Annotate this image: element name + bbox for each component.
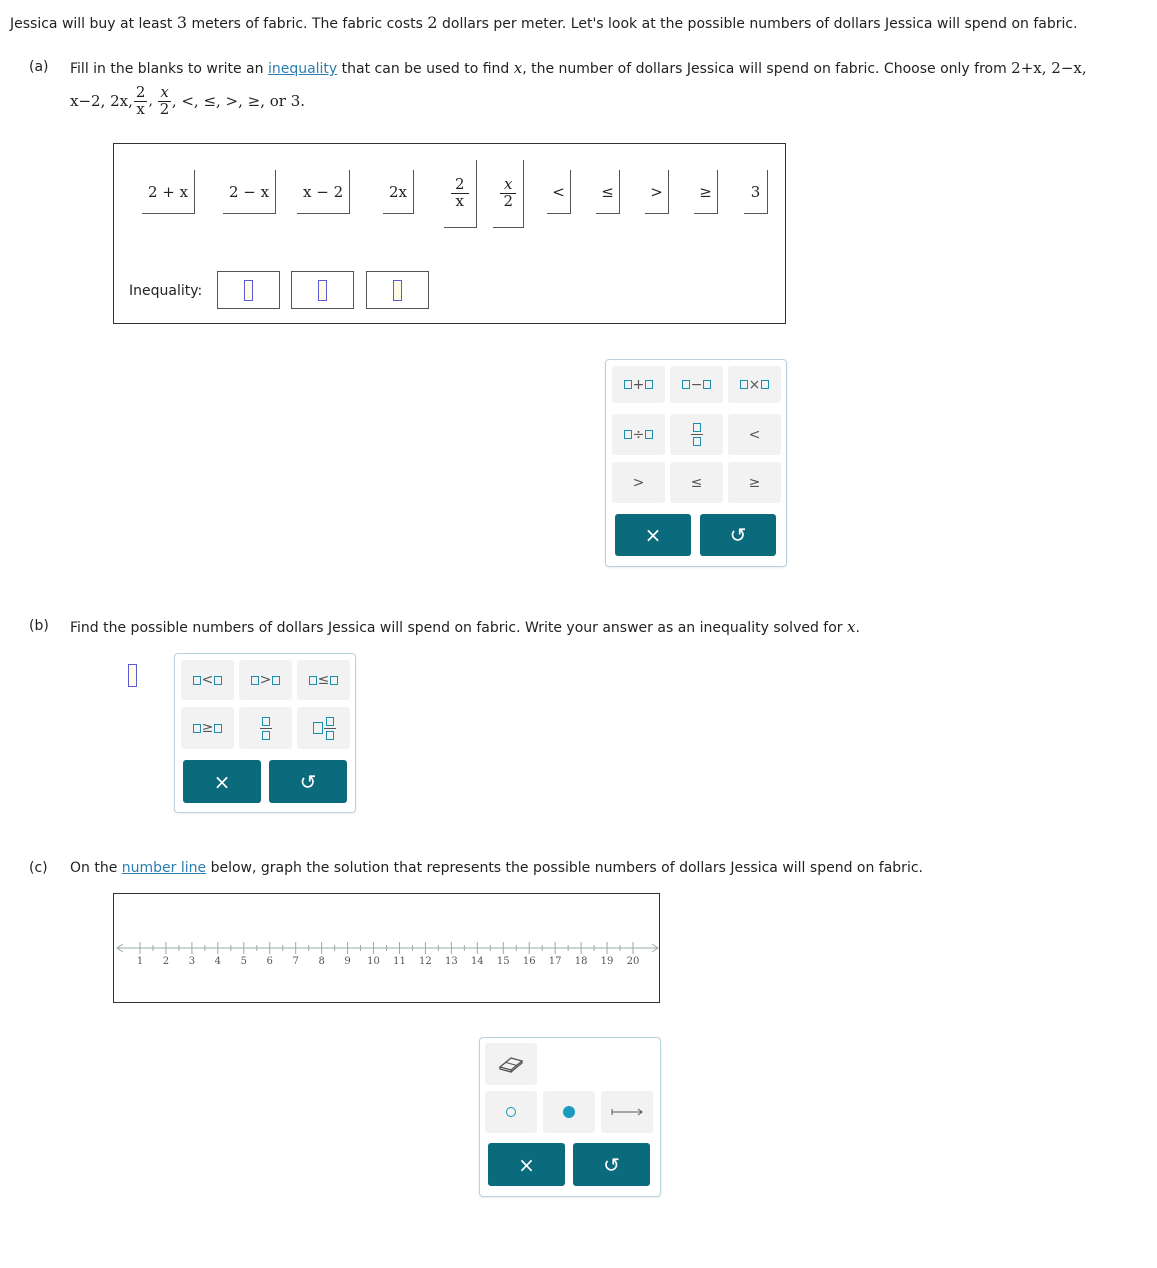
intro-text-2: meters of fabric. The fabric costs <box>187 16 428 32</box>
tick-label-18: 18 <box>574 956 588 967</box>
key-divide[interactable] <box>612 414 665 455</box>
key-b-less-equal[interactable] <box>297 660 350 700</box>
part-c-label: (c) <box>29 860 48 876</box>
key-b-ge-symbol: ≥ <box>201 720 214 736</box>
tick-label-10: 10 <box>367 956 380 967</box>
key-less-equal[interactable]: ≤ <box>670 462 723 503</box>
tile-3[interactable]: 3 <box>744 170 768 214</box>
tile-less-than[interactable]: < <box>547 170 571 214</box>
key-fraction[interactable] <box>670 414 723 455</box>
key-div-symbol: ÷ <box>632 426 645 443</box>
input-cursor <box>393 280 402 301</box>
intro-text-1: Jessica will buy at least <box>10 16 177 32</box>
tile-2-plus-x[interactable]: 2 + x <box>142 170 195 214</box>
undo-button-c[interactable]: ↺ <box>573 1143 650 1186</box>
ray-segment-icon <box>610 1107 644 1117</box>
tick-label-15: 15 <box>496 956 510 967</box>
undo-button-b[interactable]: ↺ <box>269 760 347 803</box>
tick-label-1: 1 <box>136 956 144 967</box>
part-a-text-1: Fill in the blanks to write an <box>70 61 268 77</box>
part-b-text: Find the possible numbers of dollars Jessica will spend on fabric. Write your answer as an inequality solved for <box>70 620 847 636</box>
tick-label-5: 5 <box>240 956 247 967</box>
part-c-instruction <box>70 860 923 876</box>
tick-label-12: 12 <box>419 956 432 967</box>
answer-input-b[interactable] <box>120 660 144 690</box>
part-b-instruction <box>70 618 860 636</box>
key-add-symbol: + <box>632 376 645 393</box>
choice-fraction-2-over-x <box>134 82 148 118</box>
tick-label-14: 14 <box>470 956 484 967</box>
key-sub-symbol: − <box>690 376 703 393</box>
tick-label-17: 17 <box>548 956 562 967</box>
tile-x-over-2[interactable] <box>493 160 524 228</box>
key-b-gt-symbol: > <box>259 672 272 688</box>
inequality-slot-2[interactable] <box>291 271 354 309</box>
tile6-num: x <box>500 177 516 194</box>
tile-x-minus-2[interactable]: x − 2 <box>297 170 350 214</box>
tile-greater-equal[interactable]: ≥ <box>694 170 718 214</box>
tick-label-4: 4 <box>214 956 222 967</box>
input-cursor <box>244 280 253 301</box>
tick-label-19: 19 <box>600 956 614 967</box>
key-b-less-than[interactable] <box>181 660 234 700</box>
part-a-text-2: that can be used to find <box>337 61 514 77</box>
tile6-den: 2 <box>503 192 513 210</box>
undo-button-a[interactable]: ↺ <box>700 514 776 556</box>
tick-label-3: 3 <box>188 956 196 967</box>
part-a-label: (a) <box>29 59 49 75</box>
open-circle-icon <box>506 1107 516 1117</box>
intro-number-cost: 2 <box>427 13 438 32</box>
inequality-slot-1[interactable] <box>217 271 280 309</box>
key-multiply[interactable] <box>728 366 781 403</box>
choice-fraction-x-over-2 <box>158 82 170 118</box>
part-b-var: x <box>847 618 856 636</box>
tile-less-equal[interactable]: ≤ <box>596 170 620 214</box>
tick-label-7: 7 <box>292 956 299 967</box>
tick-label-8: 8 <box>318 956 325 967</box>
key-b-le-symbol: ≤ <box>317 672 330 688</box>
tick-label-20: 20 <box>626 956 640 967</box>
part-a-choices-1: 2+x, 2−x, <box>1011 59 1087 77</box>
inequality-label: Inequality: <box>129 283 203 299</box>
closed-circle-icon <box>563 1106 575 1118</box>
part-b-label: (b) <box>29 618 49 634</box>
intro-number-meters: 3 <box>176 13 188 32</box>
key-greater-equal[interactable]: ≥ <box>728 462 781 503</box>
open-dot-button[interactable] <box>485 1091 537 1133</box>
tick-label-16: 16 <box>522 956 536 967</box>
tile5-den: x <box>455 192 464 210</box>
segment-ray-button[interactable] <box>601 1091 653 1133</box>
frac1-num: 2 <box>135 82 146 101</box>
part-a-text-3: , the number of dollars Jessica will spend on fabric. Choose only from <box>522 61 1012 77</box>
tile5-num: 2 <box>451 177 469 194</box>
tile-2x[interactable]: 2x <box>383 170 414 214</box>
eraser-button[interactable] <box>485 1043 537 1085</box>
number-line-graph[interactable] <box>113 893 660 1003</box>
clear-button-a[interactable]: × <box>615 514 691 556</box>
tick-label-13: 13 <box>444 956 458 967</box>
part-a-choices-3: , <, ≤, >, ≥, or 3. <box>171 92 306 110</box>
frac1-den: x <box>136 99 145 118</box>
input-cursor <box>318 280 327 301</box>
key-greater-than[interactable]: > <box>612 462 665 503</box>
clear-button-b[interactable]: × <box>183 760 261 803</box>
part-c-text-1: On the <box>70 860 122 876</box>
key-add[interactable] <box>612 366 665 403</box>
key-b-greater-equal[interactable] <box>181 707 234 749</box>
closed-dot-button[interactable] <box>543 1091 595 1133</box>
key-less-than[interactable]: < <box>728 414 781 455</box>
key-mul-symbol: × <box>748 376 761 393</box>
tick-label-2: 2 <box>162 956 170 967</box>
tile-greater-than[interactable]: > <box>645 170 669 214</box>
key-b-greater-than[interactable] <box>239 660 292 700</box>
tile-2-over-x[interactable] <box>444 160 477 228</box>
key-b-mixed-number[interactable] <box>297 707 350 749</box>
tick-label-6: 6 <box>266 956 273 967</box>
part-a-instruction-line1 <box>70 59 1087 77</box>
frac2-num: x <box>160 82 169 101</box>
part-a-instruction-line2: x−2, 2x, $\frac{2}{x}$ , $\frac{x}{2}$ , <, ≤, >, ≥, or 3. <box>70 82 306 118</box>
key-b-fraction[interactable] <box>239 707 292 749</box>
number-line-link[interactable]: number line <box>121 860 207 876</box>
key-b-lt-symbol: < <box>201 672 214 688</box>
part-a-var: x <box>513 59 523 77</box>
tile-2-minus-x[interactable]: 2 − x <box>223 170 276 214</box>
key-subtract[interactable] <box>670 366 723 403</box>
tick-label-9: 9 <box>344 956 351 967</box>
part-c-text-2: below, graph the solution that represents the possible numbers of dollars Jessica will spend on fabric. <box>206 860 923 876</box>
frac2-den: 2 <box>159 99 170 118</box>
inequality-slot-3[interactable] <box>366 271 429 309</box>
part-a-choices-2: x−2, 2x, <box>70 92 133 110</box>
inequality-link[interactable]: inequality <box>267 61 338 77</box>
intro-text-3: dollars per meter. Let's look at the possible numbers of dollars Jessica will spend on fabric. <box>437 16 1078 32</box>
eraser-icon <box>497 1055 525 1073</box>
clear-button-c[interactable]: × <box>488 1143 565 1186</box>
tick-label-11: 11 <box>393 956 406 967</box>
problem-intro <box>10 13 1078 32</box>
input-cursor <box>128 664 137 687</box>
part-b-end: . <box>855 620 860 636</box>
